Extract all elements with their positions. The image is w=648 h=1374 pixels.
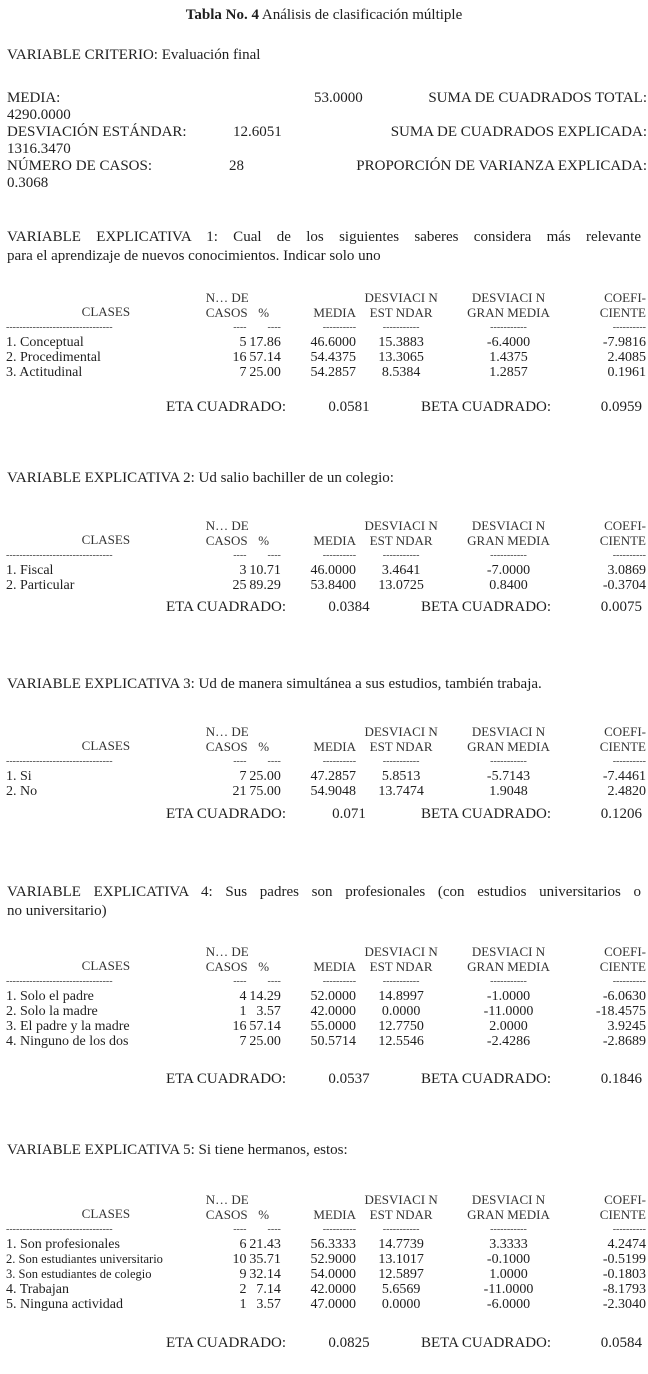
row-clase: 1. Son profesionales <box>6 1237 120 1252</box>
dash-clases: -------------------------------- <box>6 1224 113 1235</box>
row-coef: -6.0630 <box>602 989 646 1004</box>
row-coef: 3.0869 <box>607 563 646 578</box>
header-desv-line2: EST NDAR <box>369 959 433 974</box>
row-n: 5 <box>239 335 247 350</box>
row-coef: -2.8689 <box>602 1034 646 1049</box>
row-gm: -6.0000 <box>486 1297 531 1312</box>
header-gm-line1: DESVIACI N <box>471 1192 546 1207</box>
table-row <box>6 1019 646 1034</box>
dash-media: ---------- <box>322 322 357 333</box>
beta-label: BETA CUADRADO: <box>421 1335 552 1351</box>
dash-n: ---- <box>233 976 247 987</box>
row-media: 54.2857 <box>310 365 357 380</box>
row-coef: 2.4085 <box>607 350 646 365</box>
header-media: MEDIA <box>313 739 357 754</box>
row-n: 1 <box>239 1297 247 1312</box>
row-gm: 1.2857 <box>489 365 528 380</box>
row-gm: 1.4375 <box>489 350 528 365</box>
std-dev-label: DESVIACIÓN ESTÁNDAR: <box>7 124 187 140</box>
table-row <box>6 1297 646 1312</box>
row-n: 16 <box>232 1019 247 1034</box>
table-row <box>6 350 646 365</box>
row-desv: 12.7750 <box>378 1019 424 1034</box>
row-desv: 0.0000 <box>381 1004 421 1019</box>
dash-desv: ----------- <box>382 1224 420 1235</box>
eta-label: ETA CUADRADO: <box>166 599 287 615</box>
variable-question <box>7 228 641 266</box>
table-header <box>6 1192 646 1222</box>
row-desv: 12.5897 <box>378 1267 424 1282</box>
dash-media: ---------- <box>322 976 357 987</box>
header-desv-line2: EST NDAR <box>369 305 433 320</box>
table-title <box>0 6 648 24</box>
row-clase: 4. Ninguno de los dos <box>6 1034 129 1049</box>
explained-ss-label: SUMA DE CUADRADOS EXPLICADA: <box>390 124 647 140</box>
row-media: 50.5714 <box>310 1034 357 1049</box>
row-desv: 0.0000 <box>381 1297 421 1312</box>
row-gm: -7.0000 <box>486 563 531 578</box>
header-desv-line2: EST NDAR <box>369 1207 433 1222</box>
row-media: 53.8400 <box>310 578 357 593</box>
table-row <box>6 1267 646 1282</box>
dash-media: ---------- <box>322 550 357 561</box>
row-desv: 5.8513 <box>381 769 421 784</box>
row-clase: 1. Conceptual <box>6 335 84 350</box>
row-pct: 57.14 <box>249 1019 281 1034</box>
beta-label: BETA CUADRADO: <box>421 599 552 615</box>
eta-label: ETA CUADRADO: <box>166 1071 287 1087</box>
header-pct: % <box>258 305 270 320</box>
variable-question <box>7 675 641 694</box>
variable-question <box>7 883 641 921</box>
table-row <box>6 365 646 380</box>
row-media: 55.0000 <box>310 1019 357 1034</box>
header-n-line2: CASOS <box>205 1207 248 1222</box>
header-gm-line2: GRAN MEDIA <box>467 305 550 320</box>
header-coef-line1: COEFI- <box>604 944 646 959</box>
table-row <box>6 1282 646 1297</box>
header-coef-line1: COEFI- <box>604 1192 646 1207</box>
header-coef-line2: CIENTE <box>599 739 646 754</box>
row-pct: 10.71 <box>249 563 281 578</box>
row-desv: 13.7474 <box>378 784 424 799</box>
explained-ss-value: 1316.3470 <box>7 141 71 157</box>
header-desv-line2: EST NDAR <box>369 533 433 548</box>
header-desv-line1: DESVIACI N <box>364 724 438 739</box>
header-rule <box>6 974 646 989</box>
header-coef-line1: COEFI- <box>604 518 646 533</box>
row-n: 1 <box>239 1004 247 1019</box>
row-media: 46.6000 <box>310 335 357 350</box>
dash-pct: ---- <box>267 322 281 333</box>
row-coef: -2.3040 <box>602 1297 646 1312</box>
row-pct: 25.00 <box>249 769 281 784</box>
dash-desv: ----------- <box>382 756 420 767</box>
row-media: 42.0000 <box>310 1282 357 1297</box>
question-line: no universitario) <box>7 903 107 919</box>
row-gm: -11.0000 <box>483 1004 534 1019</box>
table-header <box>6 518 646 548</box>
header-rule <box>6 548 646 563</box>
row-clase: 5. Ninguna actividad <box>6 1297 124 1312</box>
beta-value: 0.1206 <box>600 806 642 822</box>
row-n: 3 <box>239 563 247 578</box>
header-gm-line1: DESVIACI N <box>471 724 546 739</box>
row-coef: -0.1803 <box>602 1267 646 1282</box>
beta-value: 0.1846 <box>600 1071 642 1087</box>
dash-pct: ---- <box>267 550 281 561</box>
dash-coef: ---------- <box>612 1224 646 1235</box>
row-pct: 57.14 <box>249 350 281 365</box>
row-gm: -0.1000 <box>486 1252 531 1267</box>
header-n-line1: N… DE <box>205 944 249 959</box>
variable-question <box>7 1141 641 1160</box>
table-row <box>6 769 646 784</box>
row-clase: 4. Trabajan <box>6 1282 69 1297</box>
table-row <box>6 1237 646 1252</box>
row-media: 47.0000 <box>310 1297 357 1312</box>
header-gm-line2: GRAN MEDIA <box>467 533 550 548</box>
row-n: 7 <box>239 769 247 784</box>
row-gm: 2.0000 <box>489 1019 528 1034</box>
question-line: VARIABLE EXPLICATIVA 3: Ud de manera simultánea a sus estudios, también trabaja. <box>7 676 542 692</box>
header-desv-line1: DESVIACI N <box>364 944 438 959</box>
header-rule <box>6 1222 646 1237</box>
row-desv: 3.4641 <box>381 563 421 578</box>
row-coef: 2.4820 <box>607 784 646 799</box>
dash-media: ---------- <box>322 1224 357 1235</box>
dash-coef: ---------- <box>612 550 646 561</box>
row-pct: 25.00 <box>249 1034 281 1049</box>
row-media: 54.4375 <box>310 350 357 365</box>
row-coef: 4.2474 <box>607 1237 646 1252</box>
header-desv-line1: DESVIACI N <box>364 518 438 533</box>
row-clase: 2. Procedimental <box>6 350 101 365</box>
question-line: VARIABLE EXPLICATIVA 5: Si tiene hermanos, estos: <box>7 1142 348 1158</box>
dash-gm: ----------- <box>490 756 527 767</box>
dash-n: ---- <box>233 322 247 333</box>
row-clase: 2. No <box>6 784 38 799</box>
dash-coef: ---------- <box>612 976 646 987</box>
row-gm: -5.7143 <box>486 769 531 784</box>
header-n-line1: N… DE <box>205 1192 249 1207</box>
row-clase: 1. Solo el padre <box>6 989 94 1004</box>
row-desv: 14.8997 <box>378 989 424 1004</box>
row-n: 21 <box>232 784 247 799</box>
variable-question <box>7 469 641 488</box>
explained-variance-value: 0.3068 <box>7 175 49 191</box>
dash-pct: ---- <box>267 976 281 987</box>
question-line: VARIABLE EXPLICATIVA 2: Ud salio bachiller de un colegio: <box>7 470 394 486</box>
row-coef: -7.9816 <box>602 335 646 350</box>
header-clases: CLASES <box>81 1206 131 1221</box>
dash-clases: -------------------------------- <box>6 322 113 333</box>
total-ss-value: 4290.0000 <box>7 107 71 123</box>
header-desv-line1: DESVIACI N <box>364 290 438 305</box>
header-gm-line1: DESVIACI N <box>471 290 546 305</box>
header-coef-line2: CIENTE <box>599 305 646 320</box>
row-coef: -0.5199 <box>602 1252 646 1267</box>
beta-value: 0.0959 <box>600 399 642 415</box>
table-row <box>6 335 646 350</box>
table-row <box>6 1034 646 1049</box>
eta-label: ETA CUADRADO: <box>166 399 287 415</box>
dash-pct: ---- <box>267 756 281 767</box>
dash-coef: ---------- <box>612 322 646 333</box>
table-header <box>6 944 646 974</box>
header-desv-line1: DESVIACI N <box>364 1192 438 1207</box>
header-desv-line2: EST NDAR <box>369 739 433 754</box>
dash-gm: ----------- <box>490 1224 527 1235</box>
row-media: 54.9048 <box>310 784 357 799</box>
eta-value: 0.0537 <box>328 1071 370 1087</box>
row-clase: 3. El padre y la madre <box>6 1019 130 1034</box>
row-clase: 3. Actitudinal <box>6 365 83 380</box>
eta-label: ETA CUADRADO: <box>166 806 287 822</box>
header-gm-line1: DESVIACI N <box>471 518 546 533</box>
row-coef: -18.4575 <box>595 1004 646 1019</box>
row-media: 56.3333 <box>310 1237 357 1252</box>
row-desv: 13.0725 <box>378 578 424 593</box>
row-pct: 7.14 <box>256 1282 281 1297</box>
header-clases: CLASES <box>81 738 131 753</box>
dash-desv: ----------- <box>382 550 420 561</box>
eta-value: 0.0581 <box>328 399 370 415</box>
row-gm: -1.0000 <box>486 989 531 1004</box>
row-n: 7 <box>239 1034 247 1049</box>
n-cases-value: 28 <box>229 158 244 174</box>
header-pct: % <box>258 959 270 974</box>
header-pct: % <box>258 739 270 754</box>
header-n-line1: N… DE <box>205 290 249 305</box>
header-coef-line2: CIENTE <box>599 959 646 974</box>
dash-n: ---- <box>233 550 247 561</box>
row-clase: 2. Son estudiantes universitario <box>6 1252 163 1266</box>
row-gm: 3.3333 <box>489 1237 528 1252</box>
row-pct: 3.57 <box>256 1297 281 1312</box>
row-media: 52.9000 <box>310 1252 357 1267</box>
header-n-line2: CASOS <box>205 959 248 974</box>
eta-label: ETA CUADRADO: <box>166 1335 287 1351</box>
row-gm: -6.4000 <box>486 335 531 350</box>
header-media: MEDIA <box>313 1207 357 1222</box>
header-rule <box>6 320 646 335</box>
row-media: 46.0000 <box>310 563 357 578</box>
mca-table <box>6 290 646 380</box>
header-clases: CLASES <box>81 532 131 547</box>
question-line: VARIABLE EXPLICATIVA 4: Sus padres son profesionales (con estudios universitarios o <box>7 884 641 900</box>
header-media: MEDIA <box>313 305 357 320</box>
table-row <box>6 1004 646 1019</box>
beta-label: BETA CUADRADO: <box>421 806 552 822</box>
header-n-line2: CASOS <box>205 305 248 320</box>
row-n: 6 <box>239 1237 247 1252</box>
header-n-line1: N… DE <box>205 518 249 533</box>
dash-coef: ---------- <box>612 756 646 767</box>
header-gm-line1: DESVIACI N <box>471 944 546 959</box>
row-pct: 89.29 <box>249 578 281 593</box>
beta-value: 0.0584 <box>600 1335 642 1351</box>
header-clases: CLASES <box>81 958 131 973</box>
table-row <box>6 563 646 578</box>
table-title-number: Tabla No. 4 <box>185 7 259 23</box>
row-media: 42.0000 <box>310 1004 357 1019</box>
row-gm: 0.8400 <box>489 578 528 593</box>
row-pct: 17.86 <box>249 335 281 350</box>
row-desv: 15.3883 <box>378 335 424 350</box>
header-n-line1: N… DE <box>205 724 249 739</box>
header-gm-line2: GRAN MEDIA <box>467 1207 550 1222</box>
header-clases: CLASES <box>81 304 131 319</box>
dash-n: ---- <box>233 756 247 767</box>
eta-value: 0.071 <box>332 806 366 822</box>
row-gm: 1.9048 <box>489 784 528 799</box>
row-n: 10 <box>232 1252 247 1267</box>
row-desv: 5.6569 <box>381 1282 421 1297</box>
table-row <box>6 578 646 593</box>
row-gm: -2.4286 <box>486 1034 531 1049</box>
row-pct: 21.43 <box>249 1237 281 1252</box>
dash-clases: -------------------------------- <box>6 976 113 987</box>
row-gm: -11.0000 <box>483 1282 534 1297</box>
eta-value: 0.0384 <box>328 599 370 615</box>
row-clase: 1. Si <box>6 769 32 784</box>
dash-gm: ----------- <box>490 550 527 561</box>
row-desv: 13.1017 <box>378 1252 424 1267</box>
row-desv: 8.5384 <box>381 365 421 380</box>
header-n-line2: CASOS <box>205 533 248 548</box>
table-row <box>6 989 646 1004</box>
dash-gm: ----------- <box>490 976 527 987</box>
row-n: 7 <box>239 365 247 380</box>
header-gm-line2: GRAN MEDIA <box>467 959 550 974</box>
row-media: 47.2857 <box>310 769 357 784</box>
beta-label: BETA CUADRADO: <box>421 1071 552 1087</box>
row-n: 9 <box>239 1267 247 1282</box>
row-pct: 35.71 <box>249 1252 281 1267</box>
row-gm: 1.0000 <box>489 1267 528 1282</box>
row-n: 4 <box>239 989 247 1004</box>
row-n: 16 <box>232 350 247 365</box>
header-coef-line1: COEFI- <box>604 724 646 739</box>
dash-desv: ----------- <box>382 322 420 333</box>
row-pct: 32.14 <box>249 1267 281 1282</box>
dash-clases: -------------------------------- <box>6 550 113 561</box>
row-n: 2 <box>239 1282 247 1297</box>
beta-value: 0.0075 <box>600 599 642 615</box>
header-coef-line2: CIENTE <box>599 1207 646 1222</box>
mca-table <box>6 1192 646 1312</box>
dash-n: ---- <box>233 1224 247 1235</box>
question-line: para el aprendizaje de nuevos conocimientos. Indicar solo uno <box>7 248 381 264</box>
row-desv: 14.7739 <box>378 1237 424 1252</box>
row-coef: -7.4461 <box>602 769 646 784</box>
dash-media: ---------- <box>322 756 357 767</box>
header-media: MEDIA <box>313 959 357 974</box>
table-row <box>6 784 646 799</box>
row-desv: 13.3065 <box>378 350 424 365</box>
mca-table <box>6 518 646 593</box>
table-title-text: Análisis de clasificación múltiple <box>261 7 463 23</box>
header-pct: % <box>258 533 270 548</box>
row-pct: 3.57 <box>256 1004 281 1019</box>
n-cases-label: NÚMERO DE CASOS: <box>7 158 153 174</box>
row-clase: 3. Son estudiantes de colegio <box>6 1267 152 1281</box>
row-pct: 25.00 <box>249 365 281 380</box>
header-coef-line1: COEFI- <box>604 290 646 305</box>
row-pct: 14.29 <box>249 989 281 1004</box>
question-line: VARIABLE EXPLICATIVA 1: Cual de los siguientes saberes considera más relevante <box>7 229 641 245</box>
header-rule <box>6 754 646 769</box>
header-pct: % <box>258 1207 270 1222</box>
row-coef: -8.1793 <box>602 1282 646 1297</box>
dash-gm: ----------- <box>490 322 527 333</box>
media-value: 53.0000 <box>314 90 363 106</box>
std-dev-value: 12.6051 <box>233 124 282 140</box>
row-pct: 75.00 <box>249 784 281 799</box>
row-media: 54.0000 <box>310 1267 357 1282</box>
row-desv: 12.5546 <box>378 1034 424 1049</box>
row-clase: 1. Fiscal <box>6 563 54 578</box>
header-gm-line2: GRAN MEDIA <box>467 739 550 754</box>
row-coef: -0.3704 <box>602 578 646 593</box>
table-header <box>6 290 646 320</box>
criterion-variable: VARIABLE CRITERIO: Evaluación final <box>7 47 261 63</box>
summary-stats <box>7 89 647 191</box>
total-ss-label: SUMA DE CUADRADOS TOTAL: <box>428 90 647 106</box>
beta-label: BETA CUADRADO: <box>421 399 552 415</box>
row-media: 52.0000 <box>310 989 357 1004</box>
dash-clases: -------------------------------- <box>6 756 113 767</box>
mca-table <box>6 944 646 1049</box>
row-clase: 2. Particular <box>6 578 75 593</box>
row-coef: 0.1961 <box>607 365 646 380</box>
header-media: MEDIA <box>313 533 357 548</box>
mca-table <box>6 724 646 799</box>
dash-pct: ---- <box>267 1224 281 1235</box>
table-header <box>6 724 646 754</box>
header-n-line2: CASOS <box>205 739 248 754</box>
row-n: 25 <box>232 578 247 593</box>
header-coef-line2: CIENTE <box>599 533 646 548</box>
table-row <box>6 1252 646 1267</box>
row-coef: 3.9245 <box>607 1019 646 1034</box>
row-clase: 2. Solo la madre <box>6 1004 98 1019</box>
explained-variance-label: PROPORCIÓN DE VARIANZA EXPLICADA: <box>356 158 647 174</box>
eta-value: 0.0825 <box>328 1335 370 1351</box>
dash-desv: ----------- <box>382 976 420 987</box>
media-label: MEDIA: <box>7 90 61 106</box>
